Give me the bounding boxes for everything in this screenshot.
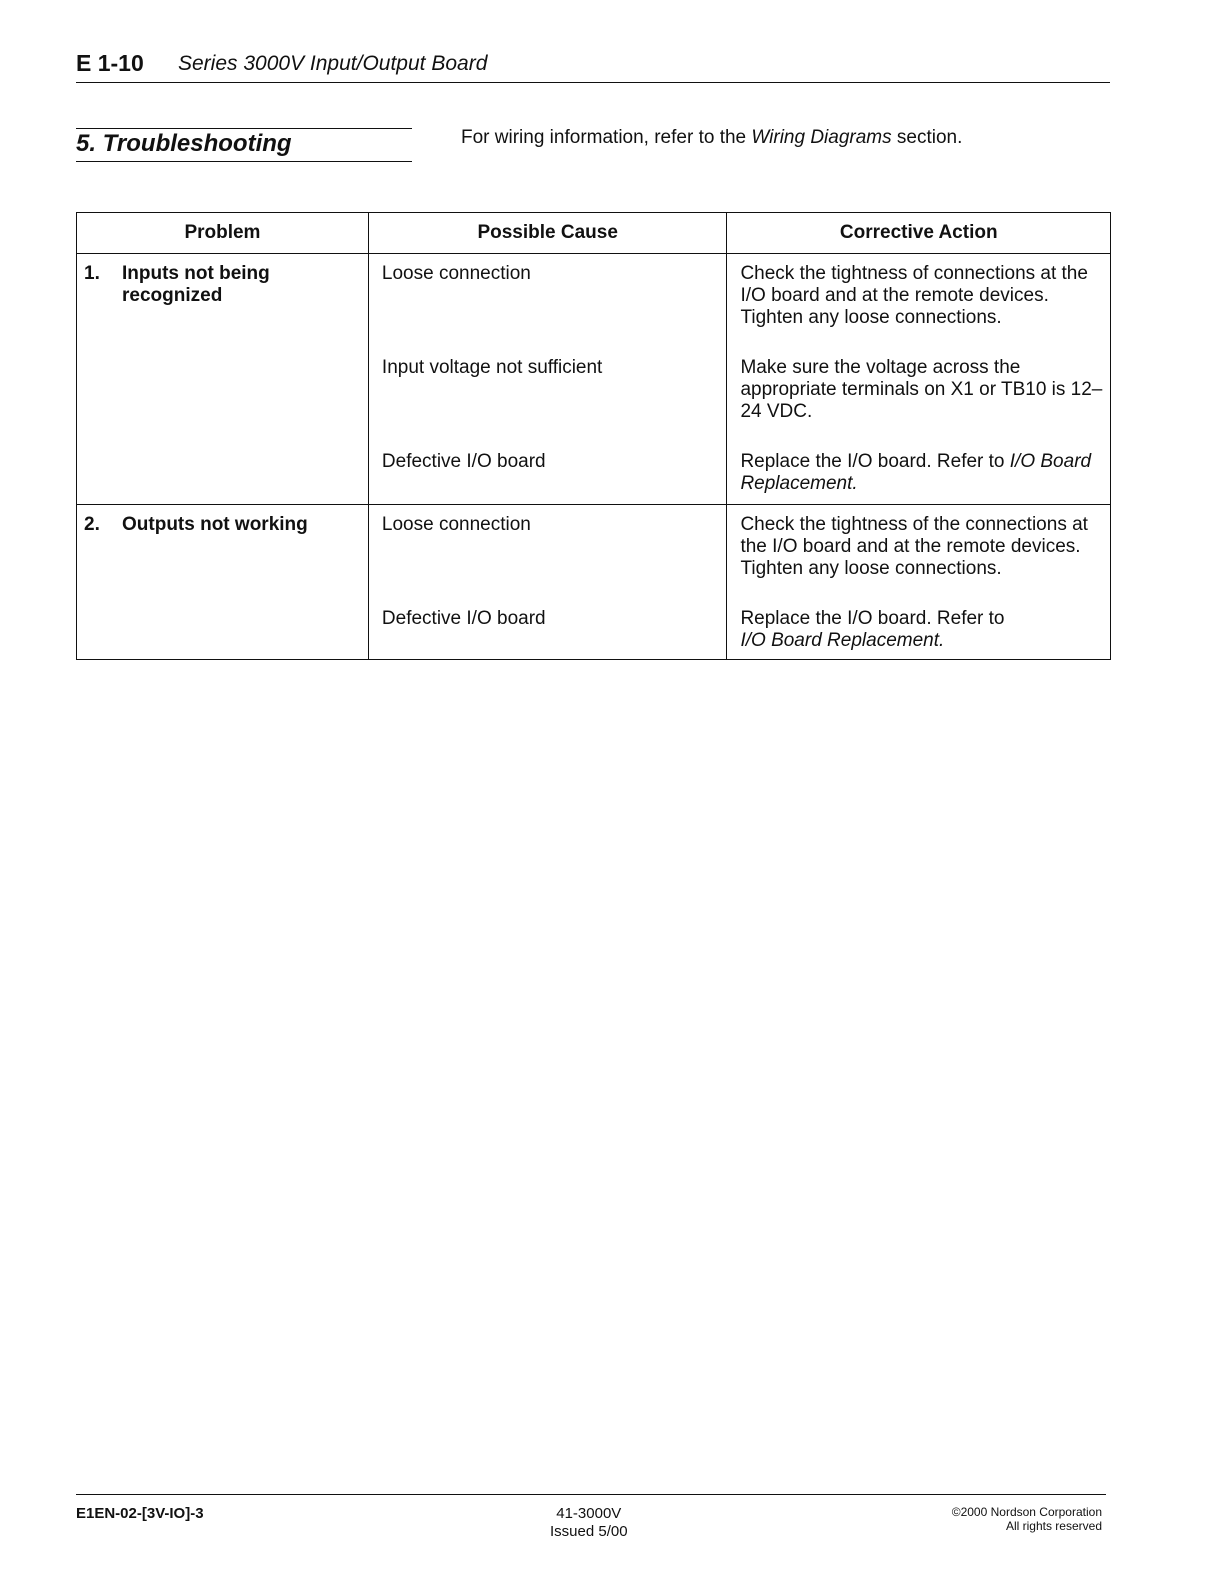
cause-text: Loose connection xyxy=(381,514,531,535)
page-header xyxy=(76,50,1110,83)
table-header-row xyxy=(77,213,1111,254)
intro-text-pre: For wiring information, refer to the xyxy=(461,127,752,148)
cause-text: Defective I/O board xyxy=(381,608,546,629)
cause-cell xyxy=(368,442,727,505)
problem-cell xyxy=(77,254,369,505)
section-heading xyxy=(76,128,412,162)
header-problem: Problem xyxy=(77,213,369,254)
io-board-replacement-reference: I/O Board Replacement. xyxy=(740,451,1092,494)
problem-cell xyxy=(77,505,369,660)
wiring-diagrams-reference: Wiring Diagrams xyxy=(751,127,892,148)
rights-line: All rights reserved xyxy=(1005,1519,1102,1533)
action-text: Check the tightness of the connections at the I/O board and at the remote devices. Tighten any loose connections. xyxy=(740,514,1088,579)
document-code: E1EN-02-[3V-IO]-3 xyxy=(76,1505,204,1522)
cause-text: Loose connection xyxy=(381,263,531,284)
action-cell xyxy=(727,442,1111,505)
cause-cell xyxy=(368,348,727,442)
section-title: 5. Troubleshooting xyxy=(76,130,292,157)
action-cell xyxy=(727,505,1111,600)
cause-cell xyxy=(368,599,727,660)
copyright-line: ©2000 Nordson Corporation xyxy=(951,1505,1102,1519)
action-cell xyxy=(727,599,1111,660)
action-text: Make sure the voltage across the appropriate terminals on X1 or TB10 is 12–24 VDC. xyxy=(740,357,1103,422)
problem-label: Inputs not being recognized xyxy=(122,263,270,306)
problem-label: Outputs not working xyxy=(122,514,308,535)
action-text-pre: Replace the I/O board. Refer to xyxy=(740,451,1010,472)
problem-number: 2. xyxy=(84,514,100,535)
cause-text: Defective I/O board xyxy=(381,451,546,472)
issue-date: Issued 5/00 xyxy=(550,1523,628,1540)
table-row xyxy=(77,505,1111,600)
action-cell xyxy=(727,348,1111,442)
intro-text-post: section. xyxy=(891,127,963,148)
header-corrective-action: Corrective Action xyxy=(727,213,1111,254)
page-footer xyxy=(76,1494,1106,1545)
table-row xyxy=(77,254,1111,349)
cause-cell xyxy=(368,505,727,600)
action-text xyxy=(727,599,1110,652)
action-text: Check the tightness of connections at the I/O board and at the remote devices. Tighten any loose connections. xyxy=(740,263,1088,328)
io-board-replacement-reference: I/O Board Replacement. xyxy=(740,630,945,651)
problem-number: 1. xyxy=(84,263,100,284)
cause-text: Input voltage not sufficient xyxy=(381,357,603,378)
section-intro xyxy=(461,127,962,149)
troubleshooting-table xyxy=(76,212,1111,660)
action-text xyxy=(727,442,1110,495)
part-number: 41-3000V xyxy=(556,1505,622,1522)
copyright-notice xyxy=(952,1505,1102,1533)
footer-issue-info xyxy=(550,1505,628,1541)
document-title: Series 3000V Input/Output Board xyxy=(178,52,488,75)
header-possible-cause: Possible Cause xyxy=(368,213,727,254)
page-number: E 1-10 xyxy=(76,50,144,76)
action-cell xyxy=(727,254,1111,349)
action-text-pre: Replace the I/O board. Refer to xyxy=(740,608,1005,629)
cause-cell xyxy=(368,254,727,349)
